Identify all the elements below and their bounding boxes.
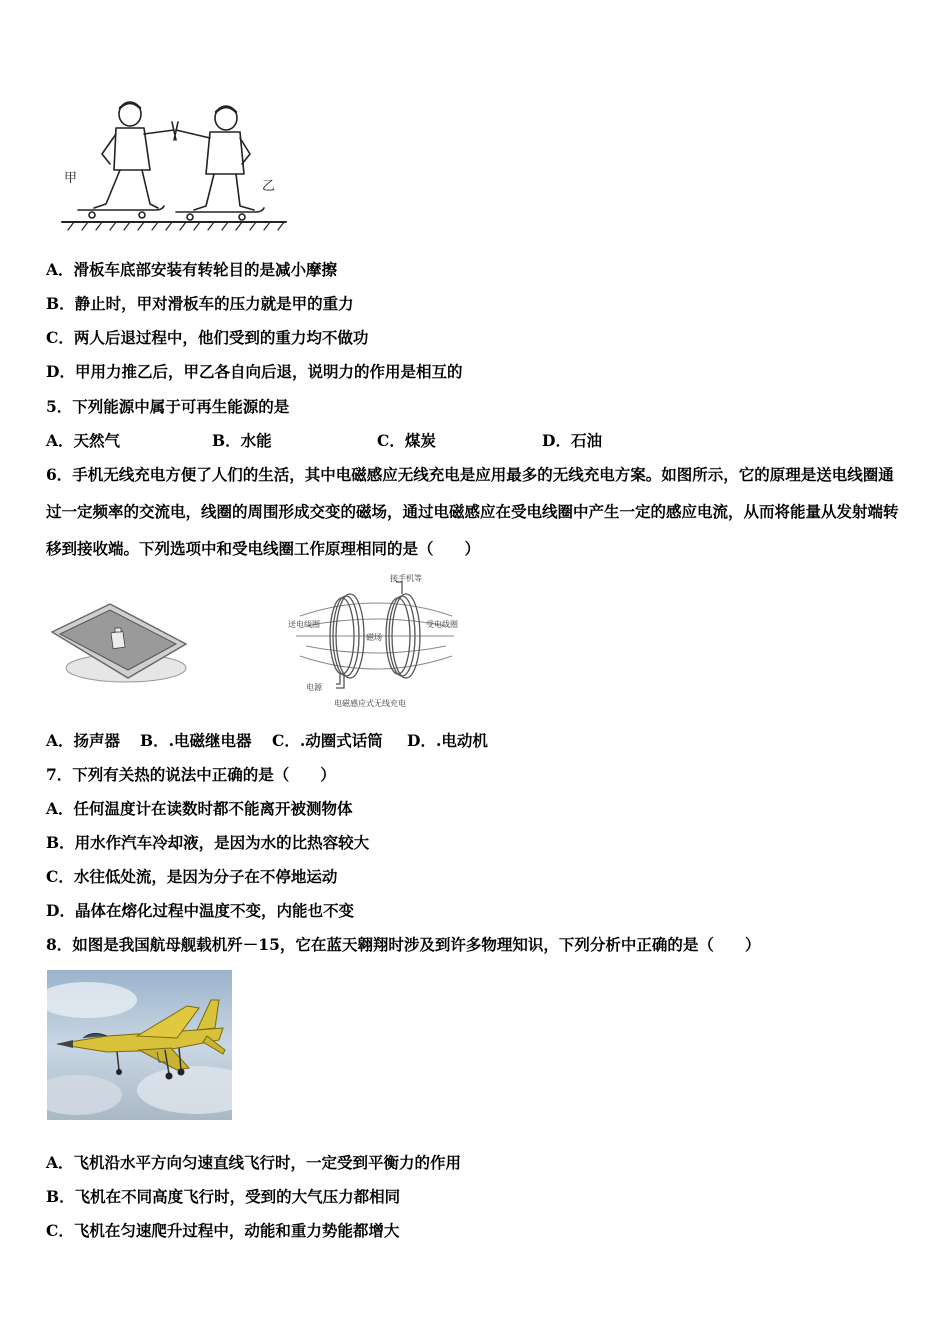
q6-option-c: C．.动圈式话筒 xyxy=(272,731,383,750)
phone-charger-figure xyxy=(46,598,192,690)
q6-option-a: A．扬声器 xyxy=(46,731,121,750)
q4-option-a: A．滑板车底部安装有转轮目的是减小摩擦 xyxy=(46,260,338,279)
jet-photo xyxy=(47,970,232,1120)
label-jia: 甲 xyxy=(64,171,78,186)
q5-option-a: A．天然气 xyxy=(46,431,121,450)
q5-option-d: D．石油 xyxy=(542,431,602,450)
q5-stem: 5．下列能源中属于可再生能源的是 xyxy=(46,397,290,416)
label-top: 接手机等 xyxy=(390,574,422,583)
skateboard-figure xyxy=(58,98,290,232)
q8-option-b: B．飞机在不同高度飞行时，受到的大气压力都相同 xyxy=(46,1187,401,1206)
label-source: 电源 xyxy=(306,683,322,692)
q7-stem: 7．下列有关热的说法中正确的是（ ） xyxy=(46,765,336,784)
q6-option-b: B．.电磁继电器 xyxy=(140,731,252,750)
label-yi: 乙 xyxy=(262,179,276,194)
q8-option-a: A．飞机沿水平方向匀速直线飞行时，一定受到平衡力的作用 xyxy=(46,1153,462,1172)
q7-option-b: B．用水作汽车冷却液，是因为水的比热容较大 xyxy=(46,833,370,852)
label-send-coil: 送电线圈 xyxy=(288,620,320,629)
figure-caption: 电磁感应式无线充电 xyxy=(334,699,406,708)
q7-option-c: C．水往低处流，是因为分子在不停地运动 xyxy=(46,867,338,886)
q7-option-a: A．任何温度计在读数时都不能离开被测物体 xyxy=(46,799,353,818)
q4-option-c: C．两人后退过程中，他们受到的重力均不做功 xyxy=(46,328,369,347)
q6-stem: 6．手机无线充电方便了人们的生活，其中电磁感应无线充电是应用最多的无线充电方案。如图所示，它的原理是送电线圈通过一定频率的交流电，线圈的周围形成交变的磁场，通过电磁感应在受电线圈中产生一定的感应电流，从而将能量从发射端转移到接收端。下列选项中和受电线圈工作原理相同的是（ ） xyxy=(46,465,899,558)
induction-coil-figure xyxy=(286,572,464,712)
label-receive-coil: 受电线圈 xyxy=(426,620,458,629)
q7-option-d: D．晶体在熔化过程中温度不变，内能也不变 xyxy=(46,901,354,920)
q8-option-c: C．飞机在匀速爬升过程中，动能和重力势能都增大 xyxy=(46,1221,400,1240)
q6-option-d: D．.电动机 xyxy=(407,731,488,750)
label-field: 磁场 xyxy=(366,633,382,642)
q8-stem: 8．如图是我国航母舰载机歼－15，它在蓝天翱翔时涉及到许多物理知识，下列分析中正确的是（ ） xyxy=(46,935,761,954)
q5-option-b: B．水能 xyxy=(212,431,272,450)
q4-option-d: D．甲用力推乙后，甲乙各自向后退，说明力的作用是相互的 xyxy=(46,362,463,381)
q5-option-c: C．煤炭 xyxy=(377,431,436,450)
q4-option-b: B．静止时，甲对滑板车的压力就是甲的重力 xyxy=(46,294,354,313)
